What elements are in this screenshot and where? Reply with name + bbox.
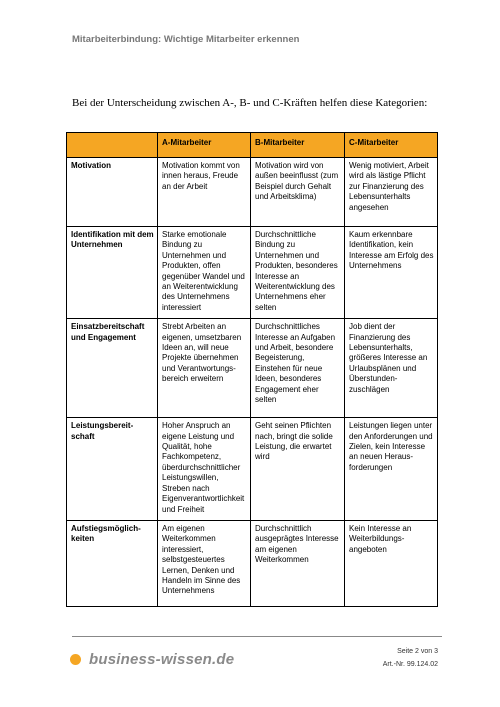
table-cell: Durchschnittliches Interesse an Aufgaben und Arbeit, besondere Begeisterung, Einstehen für neue Ideen, besonderes Engagement eher selten (251, 319, 345, 418)
table-row (67, 319, 438, 418)
table-cell: Leistungen liegen unter den Anforderungen und Zielen, kein Interesse an neuen Heraus-forderungen (345, 418, 438, 521)
table-cell: Kein Interesse an Weiterbildungs-angeboten (345, 520, 438, 606)
document-header: Mitarbeiterbindung: Wichtige Mitarbeiter erkennen (72, 34, 300, 45)
row-label: Motivation (67, 158, 158, 227)
table-cell: Job dient der Finanzierung des Lebensunterhalts, größeres Interesse an Urlaubsplänen und Überstunden-zuschlägen (345, 319, 438, 418)
row-label: Identifikation mit dem Unternehmen (67, 227, 158, 319)
orange-dot-icon (70, 654, 81, 665)
table-cell: Geht seinen Pflichten nach, bringt die solide Leistung, die erwartet wird (251, 418, 345, 521)
table-cell: Hoher Anspruch an eigene Leistung und Qualität, hohe Fachkompetenz, überdurchschnittlicher Leistungswillen, Streben nach Eigenverantwortlichkeit und Freiheit (158, 418, 251, 521)
row-label: Einsatzbereitschaft und Engagement (67, 319, 158, 418)
table-cell: Wenig motiviert, Arbeit wird als lästige Pflicht zur Finanzierung des Lebensunterhalts angesehen (345, 158, 438, 227)
column-header-b: B-Mitarbeiter (251, 133, 345, 158)
table-cell: Durchschnittlich ausgeprägtes Interesse am eigenen Weiterkommen (251, 520, 345, 606)
table-cell: Motivation wird von außen beeinflusst (zum Beispiel durch Gehalt und Arbeitsklima) (251, 158, 345, 227)
intro-text: Bei der Unterscheidung zwischen A-, B- und C-Kräften helfen diese Kategorien: (72, 97, 428, 109)
row-label: Aufstiegsmöglich-keiten (67, 520, 158, 606)
table-cell: Am eigenen Weiterkommen interessiert, selbstgesteuertes Lernen, Denken und Handeln im Sinne des Unternehmens (158, 520, 251, 606)
categories-table (66, 132, 438, 607)
table-cell: Kaum erkennbare Identifikation, kein Interesse am Erfolg des Unternehmens (345, 227, 438, 319)
table-row (67, 418, 438, 521)
table-row (67, 520, 438, 606)
footer-divider (72, 636, 442, 637)
table-cell: Strebt Arbeiten an eigenen, umsetzbaren Ideen an, will neue Projekte übernehmen und Verantwortungs-bereich erweitern (158, 319, 251, 418)
article-number: Art.-Nr. 99.124.02 (382, 661, 438, 668)
table-cell: Durchschnittliche Bindung zu Unternehmen und Produkten, besonderes Interesse an Weiterentwicklung des Unternehmens eher selten (251, 227, 345, 319)
table-row (67, 227, 438, 319)
table-cell: Motivation kommt von innen heraus, Freude an der Arbeit (158, 158, 251, 227)
row-label: Leistungsbereit-schaft (67, 418, 158, 521)
column-header-empty (67, 133, 158, 158)
brand-logo[interactable] (70, 651, 234, 668)
column-header-c: C-Mitarbeiter (345, 133, 438, 158)
brand-logo-text: business-wissen.de (89, 651, 235, 668)
table-header-row (67, 133, 438, 158)
table-cell: Starke emotionale Bindung zu Unternehmen und Produkten, offen gegenüber Wandel und an Weiterentwicklung des Unternehmens interessiert (158, 227, 251, 319)
page-number: Seite 2 von 3 (397, 648, 438, 655)
column-header-a: A-Mitarbeiter (158, 133, 251, 158)
table-row (67, 158, 438, 227)
